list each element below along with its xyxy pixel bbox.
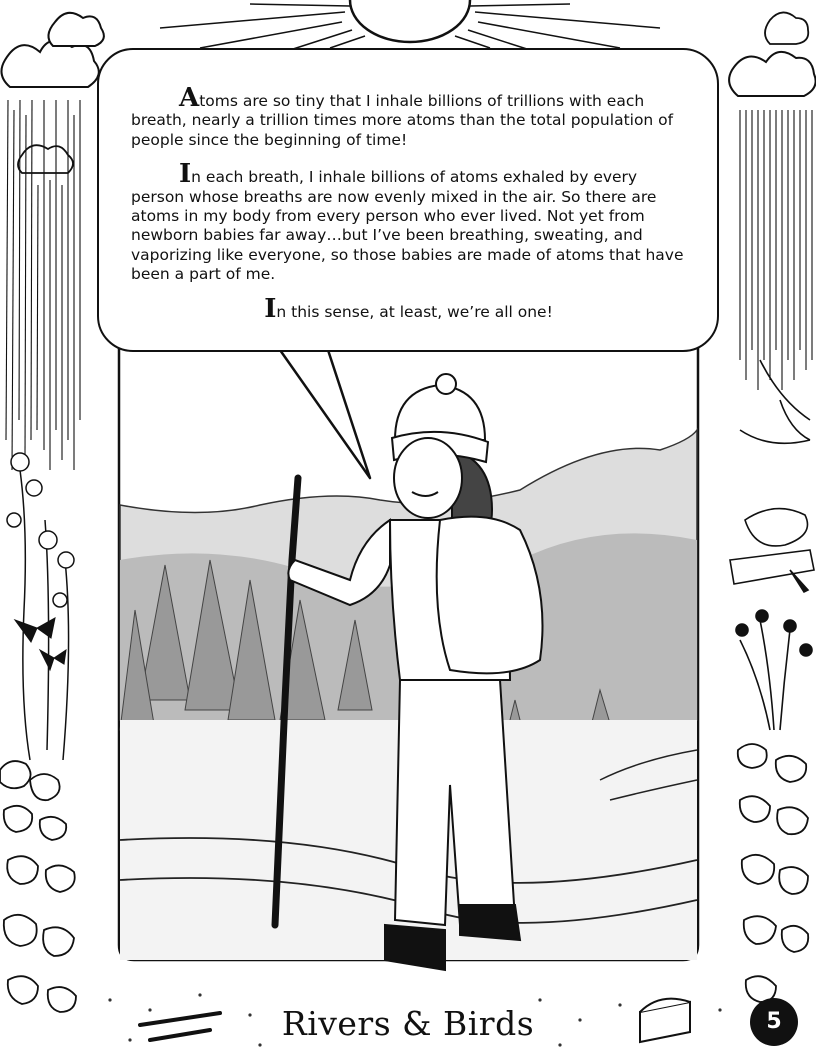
- paragraph-text: toms are so tiny that I inhale billions of trillions with each breath, nearly a trillion times more atoms than the total population of people since the beginning of time!: [131, 92, 674, 149]
- speech-bubble-text: [131, 83, 686, 340]
- paragraph-text: n each breath, I inhale billions of atoms exhaled by every person whose breaths are now evenly mixed in the air. So there are atoms in my body from every person who ever lived. Not yet from newborn babies far away…but I’ve been breathing, sweating, and vaporizing like everyone, so those babies are made of atoms that have been a part of me.: [131, 168, 684, 284]
- sun-icon: [160, 0, 660, 50]
- page-number: 5: [750, 998, 798, 1046]
- paragraph-each-breath: [131, 159, 686, 284]
- dropcap-letter: A: [179, 83, 200, 113]
- hiker-scene: [119, 345, 698, 970]
- paragraph-all-one: [131, 293, 686, 324]
- dropcap-letter: I: [264, 293, 277, 324]
- paragraph-text: n this sense, at least, we’re all one!: [276, 302, 553, 321]
- dropcap-letter: I: [179, 159, 192, 190]
- speech-bubble: [97, 48, 719, 352]
- left-border-art: [0, 13, 104, 1012]
- book-title: Rivers & Birds: [281, 1004, 535, 1043]
- paragraph-atoms-tiny: [131, 83, 686, 150]
- right-border-art: [729, 12, 816, 1002]
